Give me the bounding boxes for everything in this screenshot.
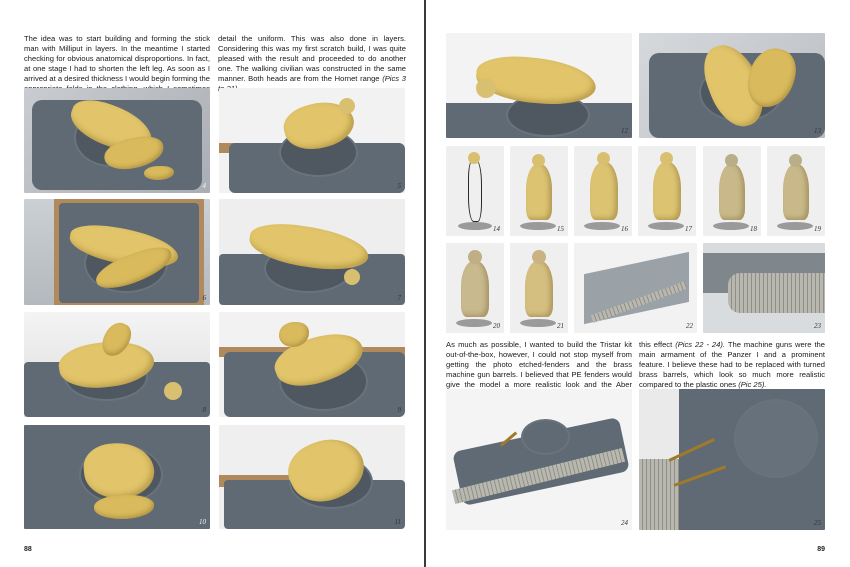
- photo-4: [24, 88, 210, 193]
- photo-13: [639, 33, 825, 138]
- caption-24: 24: [621, 519, 628, 527]
- photo-8: [24, 312, 210, 417]
- caption-19: 19: [814, 225, 821, 233]
- photo-6: [24, 199, 210, 305]
- caption-7: 7: [397, 294, 401, 302]
- caption-14: 14: [493, 225, 500, 233]
- photo-24: [446, 389, 632, 530]
- photo-7: [219, 199, 405, 305]
- caption-11: 11: [394, 518, 401, 526]
- caption-9: 9: [397, 406, 401, 414]
- photo-12: [446, 33, 632, 138]
- left-text-column-2-body: detail the uniform. This was also done in layers. Considering this was my first scratch build, I was quite pleased with the result and proceeded to do another one. The walking civilian was constructed in the same manner. Both heads are from the Hornet range: [218, 34, 406, 83]
- caption-6: 6: [202, 294, 206, 302]
- page-number-left: 88: [24, 546, 32, 553]
- photo-10: [24, 425, 210, 529]
- right-text-column-2-part-a: this effect: [639, 340, 676, 349]
- caption-15: 15: [557, 225, 564, 233]
- photo-16: [574, 146, 632, 236]
- caption-13: 13: [814, 127, 821, 135]
- left-text-column-1: The idea was to start building and forming the stick man with Milliput in layers. In the meantime I started checking for obvious anatomical disproportions. In fact, at one stage I had to shorten the left leg. As soon as I arrived at a desired thickness I would begin forming the: [24, 34, 210, 83]
- right-text-column-2-part-b: The machine guns were the main armament of the Panzer I and a prominent feature. I believe these had to be replaced with turned brass barrels, which look so much more realistic compared to the plastic ones: [639, 340, 825, 389]
- caption-21: 21: [557, 322, 564, 330]
- caption-5: 5: [397, 182, 401, 190]
- photo-20: [446, 243, 504, 333]
- photo-9: [219, 312, 405, 417]
- caption-8: 8: [202, 406, 206, 414]
- photo-14: [446, 146, 504, 236]
- photo-11: [219, 425, 405, 529]
- photo-25: [639, 389, 825, 530]
- photo-19: [767, 146, 825, 236]
- caption-18: 18: [750, 225, 757, 233]
- caption-20: 20: [493, 322, 500, 330]
- right-text-column-2-ref-2: (Pic 25).: [738, 380, 767, 389]
- right-page: [426, 0, 850, 567]
- photo-18: [703, 146, 761, 236]
- right-text-column-1: As much as possible, I wanted to build the Tristar kit out-of-the-box, however, I could not stop myself from getting the photo etched-fenders and the brass machine gun barrels. I believed that PE fenders would give the model a more realistic look and the Aber: [446, 340, 632, 389]
- photo-22: [574, 243, 697, 333]
- caption-16: 16: [621, 225, 628, 233]
- photo-5: [219, 88, 405, 193]
- caption-23: 23: [814, 322, 821, 330]
- right-text-column-2-ref-1: (Pics 22 - 24).: [675, 340, 726, 349]
- left-text-column-2-ref: (Pics 3: [382, 74, 406, 83]
- caption-12: 12: [621, 127, 628, 135]
- left-text-column-2: [218, 34, 406, 94]
- photo-21: [510, 243, 568, 333]
- caption-25: 25: [814, 519, 821, 527]
- right-text-column-2: [639, 340, 825, 390]
- photo-17: [638, 146, 696, 236]
- caption-4: 4: [202, 182, 206, 190]
- left-page: [0, 0, 424, 567]
- caption-10: 10: [199, 518, 206, 526]
- page-number-right: 89: [817, 546, 825, 553]
- caption-17: 17: [685, 225, 692, 233]
- photo-15: [510, 146, 568, 236]
- caption-22: 22: [686, 322, 693, 330]
- photo-23: [703, 243, 825, 333]
